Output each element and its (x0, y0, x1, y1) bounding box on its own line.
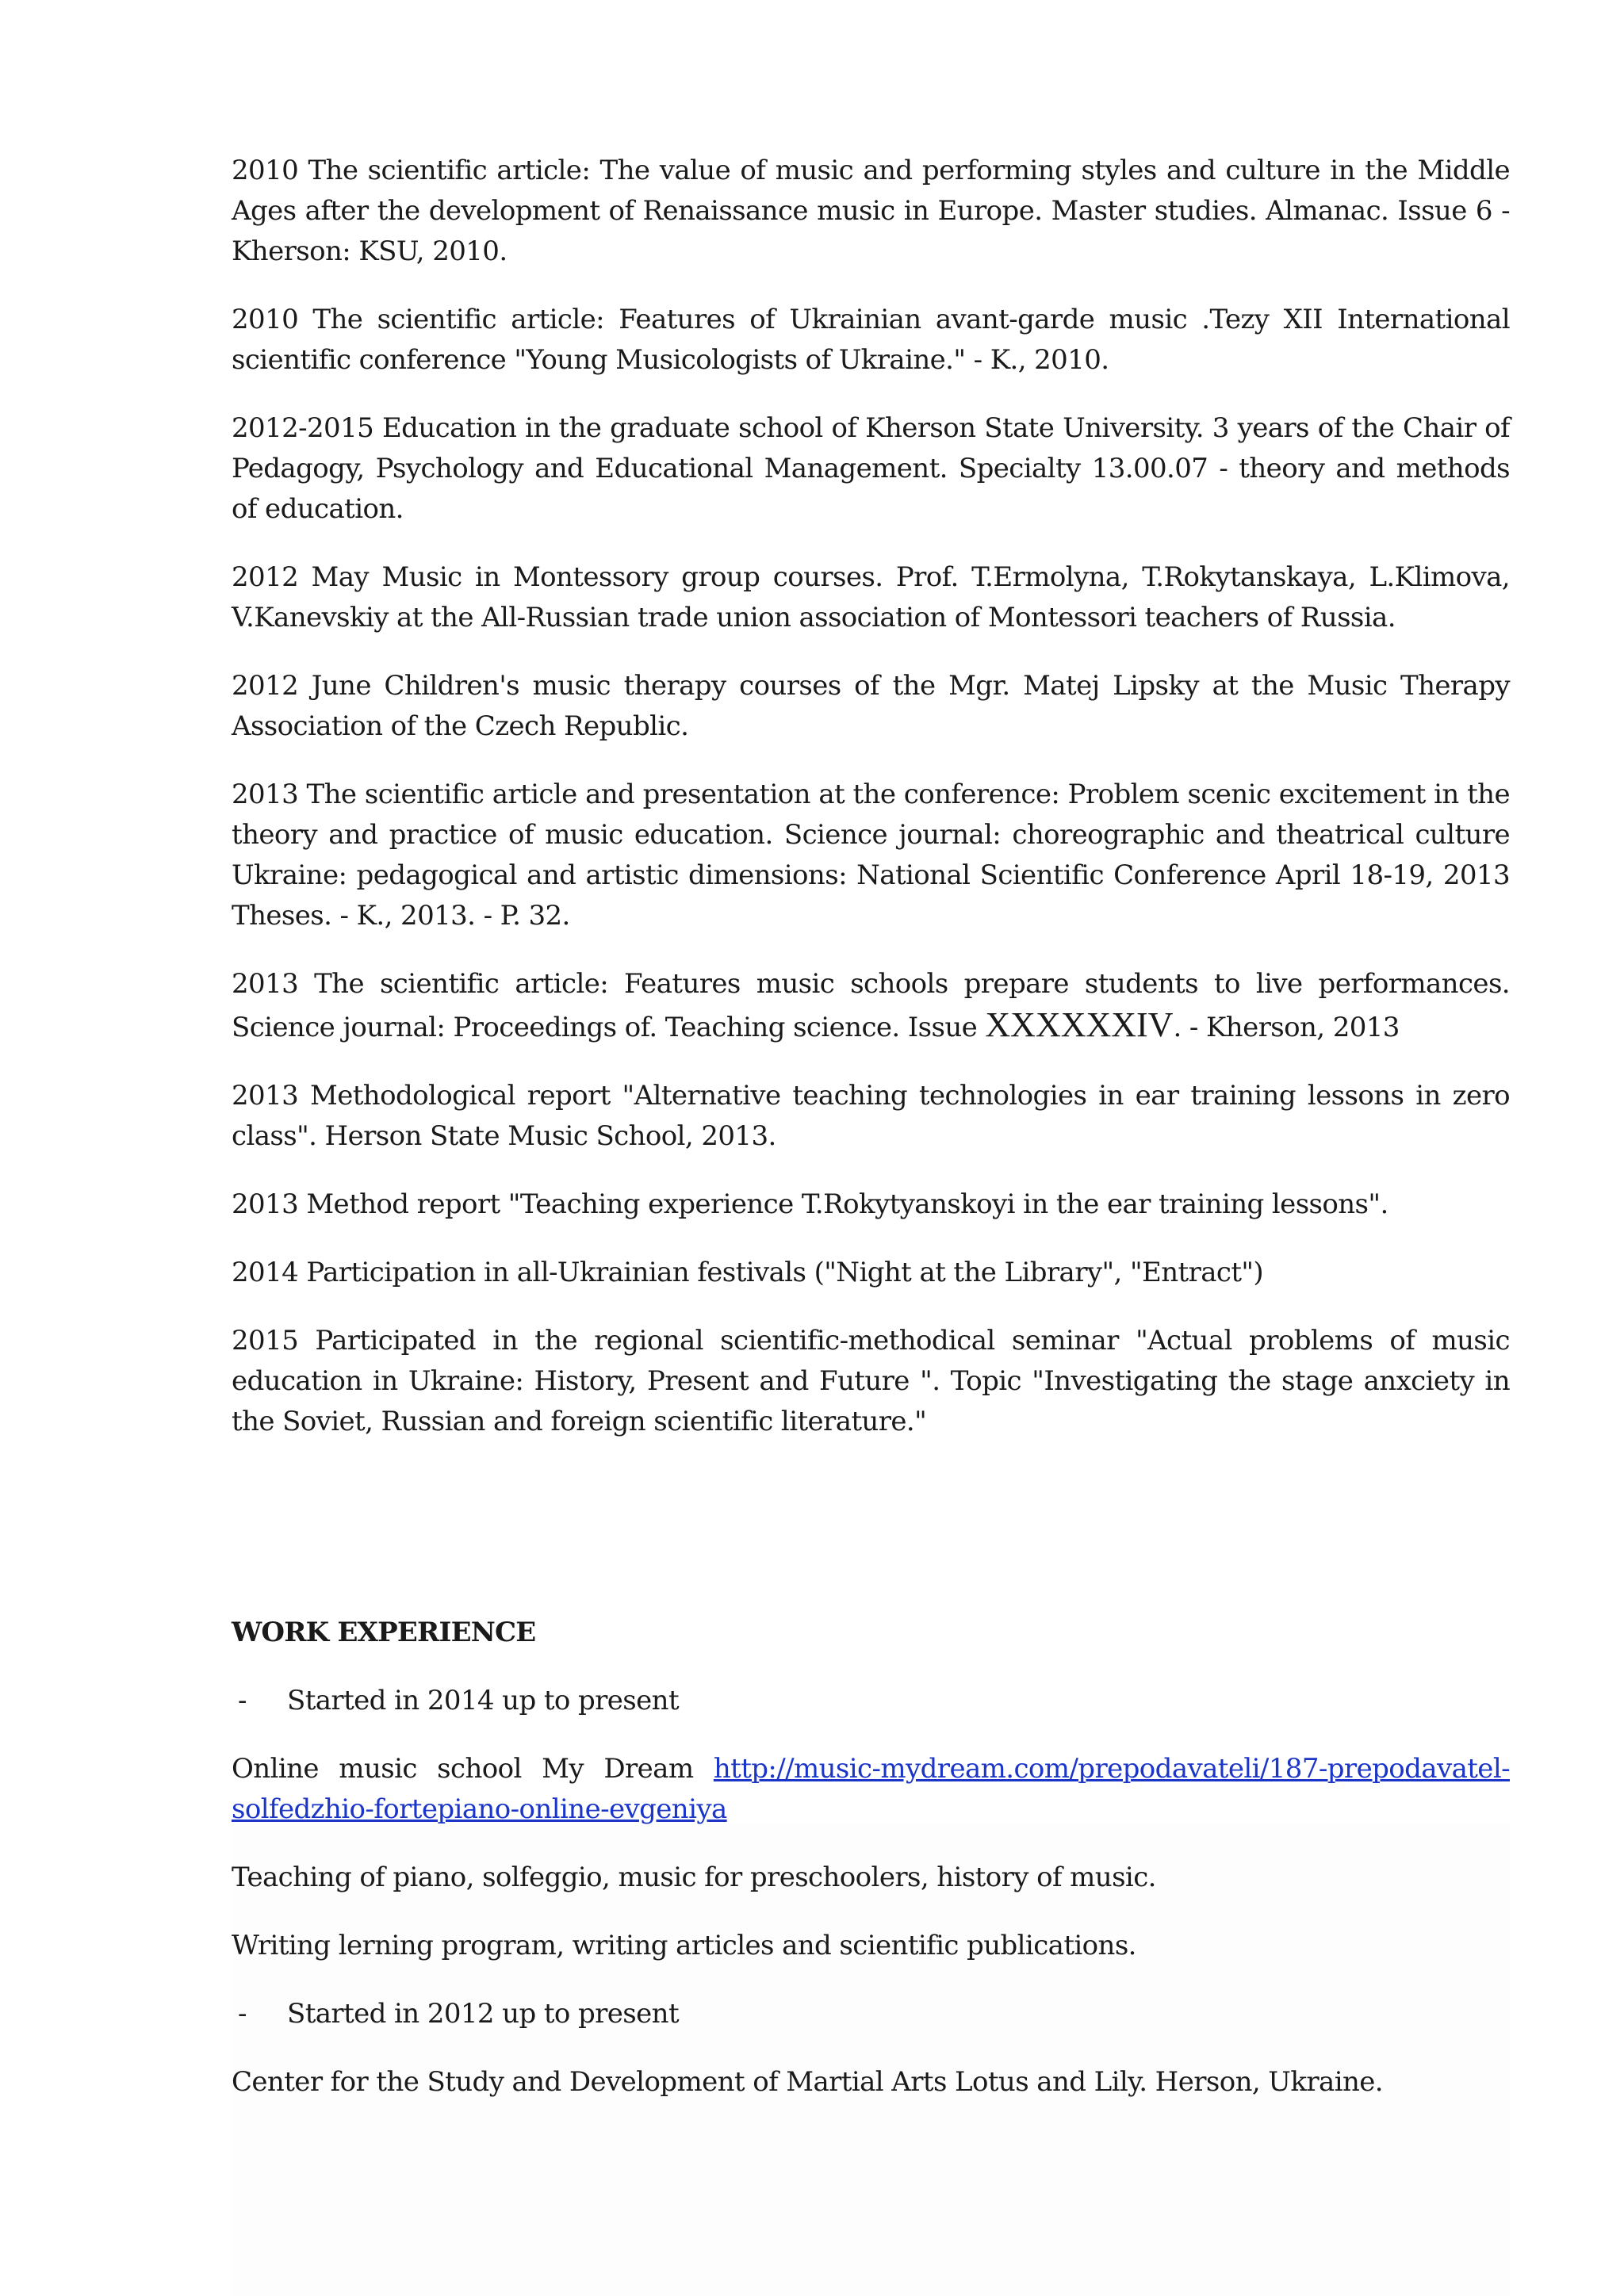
article-text-prefix: 2013 The scientific article: Features music schools prepare students to live performances. Science journal: Proceedings of. Teaching science. Issue (232, 968, 1510, 1043)
job-1-employer (232, 1749, 1510, 1830)
job-1-period (232, 1681, 1510, 1721)
course-montessori: 2012 May Music in Montessory group courses. Prof. T.Ermolyna, T.Rokytanskaya, L.Klimova, V.Kanevskiy at the All-Russian trade union association of Montessori teachers of Russia. (232, 561, 1510, 633)
report-teaching-experience: 2013 Method report "Teaching experience T.Rokytyanskoyi in the ear training lessons". (232, 1188, 1388, 1220)
job-2-period (232, 1994, 1510, 2034)
job-1-employer-name: Online music school My Dream (232, 1753, 694, 1785)
section-spacer (232, 1470, 1510, 1613)
publication-2010-avant-garde: 2010 The scientific article: Features of Ukrainian avant-garde music .Tezy XII International scientific conference "Young Musicologists of Ukraine." - K., 2010. (232, 304, 1510, 376)
job-2-employer: Center for the Study and Development of Martial Arts Lotus and Lily. Herson, Ukraine. (232, 2066, 1383, 2098)
job-2-period-text: Started in 2012 up to present (287, 1998, 680, 2030)
job-1-profile-link[interactable]: http://music-mydream.com/prepodavateli/187-prepodavatel-solfedzhio-fortepiano-online-evgeniya (232, 1753, 1510, 1825)
seminar-participation: 2015 Participated in the regional scientific-methodical seminar "Actual problems of music education in Ukraine: History, Present and Future ". Topic "Investigating the stage anxciety in the Soviet, Russian and foreign scientific literature." (232, 1325, 1510, 1437)
article-text-suffix: . - Kherson, 2013 (1173, 1012, 1400, 1043)
publication-2010-middle-ages: 2010 The scientific article: The value of music and performing styles and culture in the Middle Ages after the development of Renaissance music in Europe. Master studies. Almanac. Issue 6 - Kherson: KSU, 2010. (232, 155, 1510, 267)
publication-2013-scenic-excitement: 2013 The scientific article and presentation at the conference: Problem scenic excitement in the theory and practice of music education. Science journal: choreographic and theatrical culture Ukraine: pedagogical and artistic dimensions: National Scientific Conference April 18-19, 2013 Theses. - K., 2013. - P. 32. (232, 779, 1510, 932)
job-1-duty: Writing lerning program, writing articles and scientific publications. (232, 1930, 1136, 1961)
publication-2013-live-performances (232, 964, 1510, 1048)
report-ear-training-zero-class: 2013 Methodological report "Alternative teaching technologies in ear training lessons in zero class". Herson State Music School, 2013. (232, 1080, 1510, 1152)
bullet-dash: - (238, 1685, 247, 1716)
bullet-dash: - (238, 1998, 247, 2030)
article-issue-number: XXXXXXIV (985, 1005, 1174, 1044)
course-music-therapy: 2012 June Children's music therapy courses of the Mgr. Matej Lipsky at the Music Therapy Association of the Czech Republic. (232, 670, 1510, 742)
section-heading-work-experience: WORK EXPERIENCE (232, 1617, 536, 1648)
festival-participation: 2014 Participation in all-Ukrainian festivals ("Night at the Library", "Entract") (232, 1257, 1264, 1288)
job-1-duty: Teaching of piano, solfeggio, music for preschoolers, history of music. (232, 1862, 1156, 1893)
document-body (232, 151, 1510, 2130)
job-1-period-text: Started in 2014 up to present (287, 1685, 680, 1716)
education-graduate-school: 2012-2015 Education in the graduate school of Kherson State University. 3 years of the Chair of Pedagogy, Psychology and Educational Management. Specialty 13.00.07 - theory and methods of education. (232, 412, 1510, 525)
